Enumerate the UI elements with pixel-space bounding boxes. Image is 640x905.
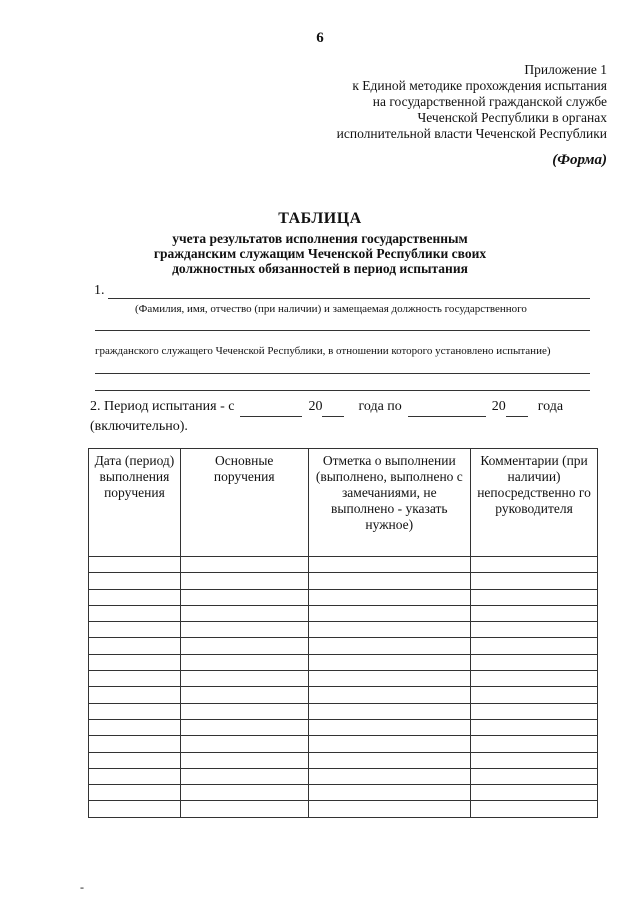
table-cell — [180, 719, 308, 735]
table-row — [89, 801, 598, 817]
results-table — [88, 448, 598, 818]
table-cell — [89, 687, 181, 703]
header-date: Дата (период) выполнения поручения — [89, 449, 181, 557]
table-row — [89, 719, 598, 735]
appendix-reference — [337, 62, 607, 142]
table-cell — [180, 557, 308, 573]
field1-fill-line-3 — [95, 373, 590, 374]
table-cell — [89, 589, 181, 605]
header-comments: Комментарии (при наличии) непосредственно го руководителя — [471, 449, 598, 557]
table-cell — [180, 654, 308, 670]
table-row — [89, 736, 598, 752]
footer-mark: - — [80, 880, 84, 894]
table-cell — [308, 801, 471, 817]
table-cell — [471, 638, 598, 654]
table-cell — [471, 687, 598, 703]
table-cell — [308, 589, 471, 605]
table-cell — [308, 671, 471, 687]
table-cell — [180, 671, 308, 687]
table-cell — [89, 752, 181, 768]
table-cell — [89, 671, 181, 687]
table-body — [89, 557, 598, 818]
table-cell — [308, 703, 471, 719]
table-cell — [308, 687, 471, 703]
appendix-line: к Единой методике прохождения испытания — [352, 78, 607, 93]
table-cell — [89, 573, 181, 589]
header-completion-mark: Отметка о выполнении (выполнено, выполнено с замечаниями, не выполнено - указать нужное) — [308, 449, 471, 557]
table-cell — [471, 752, 598, 768]
table-cell — [180, 605, 308, 621]
end-year-blank — [506, 404, 528, 417]
table-cell — [308, 654, 471, 670]
table-row — [89, 605, 598, 621]
year-prefix-2: 20 — [491, 399, 506, 414]
table-cell — [89, 622, 181, 638]
table-cell — [89, 768, 181, 784]
table-cell — [180, 638, 308, 654]
table-cell — [471, 605, 598, 621]
table-cell — [471, 801, 598, 817]
table-row — [89, 785, 598, 801]
start-date-blank — [240, 404, 302, 417]
field1-caption: (Фамилия, имя, отчество (при наличии) и замещаемая должность государственного — [135, 303, 527, 315]
table-cell — [89, 654, 181, 670]
table-cell — [308, 638, 471, 654]
table-cell — [471, 654, 598, 670]
period-middle: года по — [358, 399, 402, 414]
period-inclusive: (включительно). — [90, 419, 188, 434]
table-cell — [308, 557, 471, 573]
table-cell — [308, 768, 471, 784]
table-cell — [471, 589, 598, 605]
table-cell — [89, 638, 181, 654]
field1-caption-2: гражданского служащего Чеченской Республики, в отношении которого установлено испытание) — [95, 345, 551, 357]
year-prefix-1: 20 — [308, 399, 323, 414]
subtitle-line: должностных обязанностей в период испытания — [172, 261, 468, 276]
subtitle-line: гражданским служащим Чеченской Республики своих — [153, 246, 487, 261]
document-title-block — [0, 210, 640, 276]
table-cell — [471, 703, 598, 719]
table-cell — [89, 703, 181, 719]
table-cell — [308, 736, 471, 752]
start-year-blank — [322, 404, 344, 417]
page-number: 6 — [316, 30, 324, 46]
table-cell — [180, 687, 308, 703]
field1-number: 1. — [94, 283, 105, 298]
table-cell — [471, 736, 598, 752]
table-row — [89, 671, 598, 687]
table-row — [89, 573, 598, 589]
table-cell — [308, 719, 471, 735]
table-cell — [89, 719, 181, 735]
appendix-line: на государственной гражданской службе — [372, 94, 607, 109]
probation-period — [90, 397, 602, 437]
table-cell — [89, 801, 181, 817]
table-cell — [180, 768, 308, 784]
table-cell — [180, 785, 308, 801]
table-cell — [180, 573, 308, 589]
table-cell — [308, 573, 471, 589]
table-row — [89, 654, 598, 670]
field1-fill-line — [108, 298, 590, 299]
table-cell — [471, 785, 598, 801]
table-row — [89, 752, 598, 768]
table-cell — [180, 589, 308, 605]
header-assignments: Основные поручения — [180, 449, 308, 557]
results-table-wrap — [88, 448, 598, 818]
table-cell — [471, 557, 598, 573]
table-cell — [180, 801, 308, 817]
appendix-line: Чеченской Республики в органах — [417, 110, 607, 125]
table-row — [89, 638, 598, 654]
table-cell — [89, 736, 181, 752]
table-cell — [471, 622, 598, 638]
table-row — [89, 557, 598, 573]
appendix-line: Приложение 1 — [524, 62, 607, 77]
table-row — [89, 589, 598, 605]
table-cell — [89, 785, 181, 801]
table-cell — [471, 768, 598, 784]
table-cell — [308, 622, 471, 638]
table-cell — [308, 785, 471, 801]
table-row — [89, 768, 598, 784]
field1-fill-line-2 — [95, 330, 590, 331]
table-row — [89, 703, 598, 719]
table-cell — [180, 703, 308, 719]
table-cell — [471, 573, 598, 589]
document-title: ТАБЛИЦА — [278, 210, 362, 227]
form-label: (Форма) — [552, 152, 607, 168]
field1-fill-line-4 — [95, 390, 590, 391]
table-cell — [89, 605, 181, 621]
table-row — [89, 687, 598, 703]
table-cell — [180, 622, 308, 638]
appendix-line: исполнительной власти Чеченской Республики — [336, 126, 607, 141]
table-row — [89, 622, 598, 638]
table-cell — [180, 752, 308, 768]
table-cell — [471, 719, 598, 735]
table-cell — [308, 605, 471, 621]
table-cell — [180, 736, 308, 752]
period-suffix: года — [537, 399, 564, 414]
end-date-blank — [408, 404, 486, 417]
table-cell — [89, 557, 181, 573]
table-cell — [471, 671, 598, 687]
period-prefix: 2. Период испытания - с — [90, 399, 235, 414]
subtitle-line: учета результатов исполнения государственным — [172, 231, 468, 246]
table-cell — [308, 752, 471, 768]
